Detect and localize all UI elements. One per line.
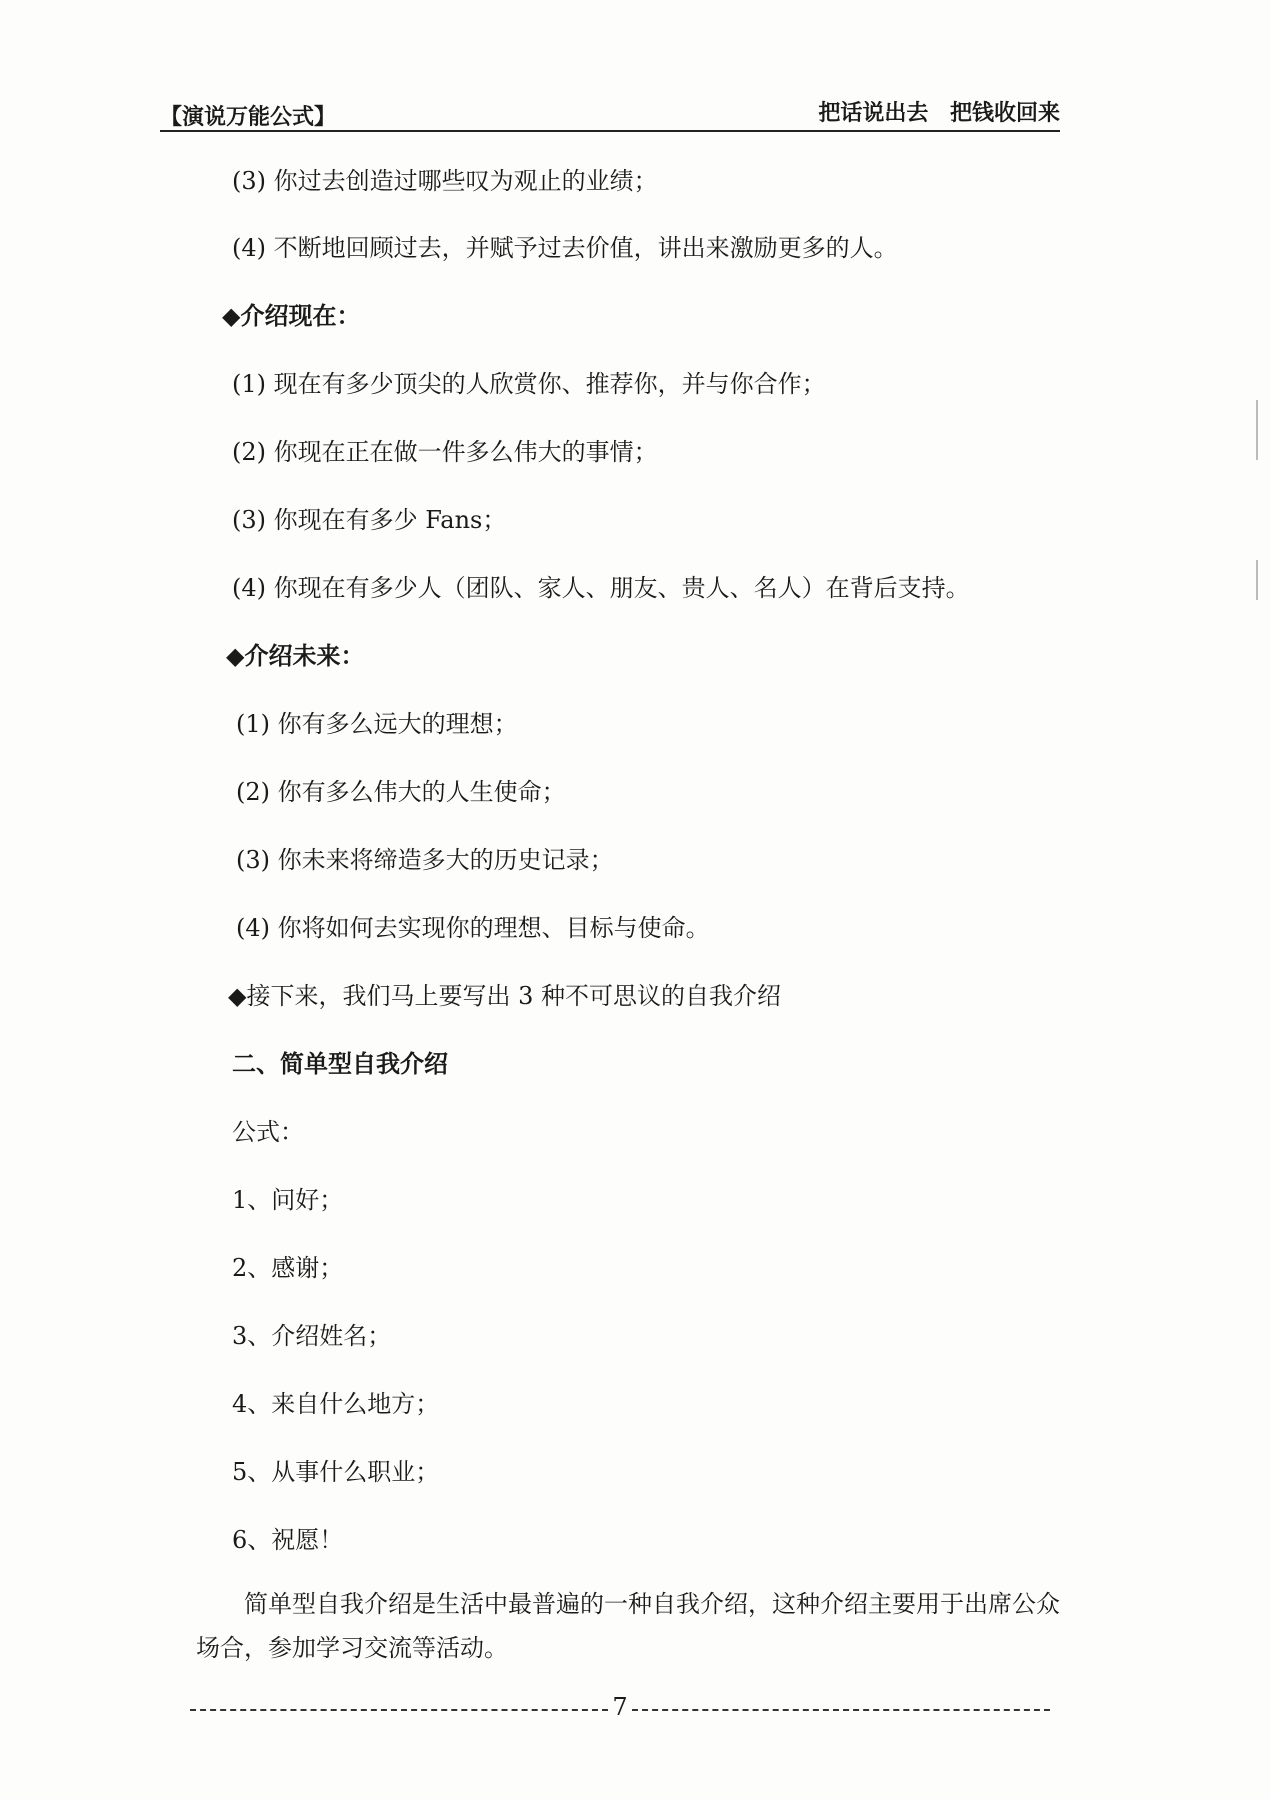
scan-edge-mark <box>1256 400 1258 460</box>
next-intro-line: ◆接下来，我们马上要写出 3 种不可思议的自我介绍 <box>228 982 781 1010</box>
present-item-1: (1) 现在有多少顶尖的人欣赏你、推荐你，并与你合作； <box>232 370 826 398</box>
section-2-paragraph: 简单型自我介绍是生活中最普遍的一种自我介绍，这种介绍主要用于出席公众场合，参加学习交流等活动。 <box>196 1590 1060 1662</box>
future-item-1: (1) 你有多么远大的理想； <box>236 710 518 738</box>
future-item-3: (3) 你未来将缔造多大的历史记录； <box>236 846 614 874</box>
formula-step-1: 1、问好； <box>232 1186 344 1214</box>
page-header <box>160 96 1060 132</box>
header-divider <box>160 130 1060 132</box>
header-book-title: 【演说万能公式】 <box>160 105 337 130</box>
present-item-4: (4) 你现在有多少人（团队、家人、朋友、贵人、名人）在背后支持。 <box>232 574 970 602</box>
header-slogan: 把话说出去 把钱收回来 <box>818 101 1060 126</box>
formula-step-6: 6、祝愿！ <box>232 1526 344 1554</box>
formula-step-4: 4、来自什么地方； <box>232 1390 440 1418</box>
page-number: 7 <box>612 1693 628 1721</box>
formula-label: 公式： <box>232 1118 304 1146</box>
footer-dashes-left <box>190 1709 608 1711</box>
present-item-3: (3) 你现在有多少 Fans； <box>232 506 507 534</box>
present-item-2: (2) 你现在正在做一件多么伟大的事情； <box>232 438 658 466</box>
future-item-2: (2) 你有多么伟大的人生使命； <box>236 778 566 806</box>
present-heading: ◆介绍现在： <box>222 302 361 330</box>
scan-edge-mark <box>1256 560 1258 600</box>
formula-step-5: 5、从事什么职业； <box>232 1458 440 1486</box>
section-2-title: 二、简单型自我介绍 <box>232 1050 448 1078</box>
formula-step-2: 2、感谢； <box>232 1254 344 1282</box>
page-footer <box>190 1692 1050 1722</box>
footer-dashes-right <box>632 1709 1050 1711</box>
past-item-3: (3) 你过去创造过哪些叹为观止的业绩； <box>232 167 658 195</box>
formula-step-3: 3、介绍姓名； <box>232 1322 392 1350</box>
past-item-4: (4) 不断地回顾过去，并赋予过去价值，讲出来激励更多的人。 <box>232 234 898 262</box>
future-item-4: (4) 你将如何去实现你的理想、目标与使命。 <box>236 914 710 942</box>
future-heading: ◆介绍未来： <box>226 642 365 670</box>
